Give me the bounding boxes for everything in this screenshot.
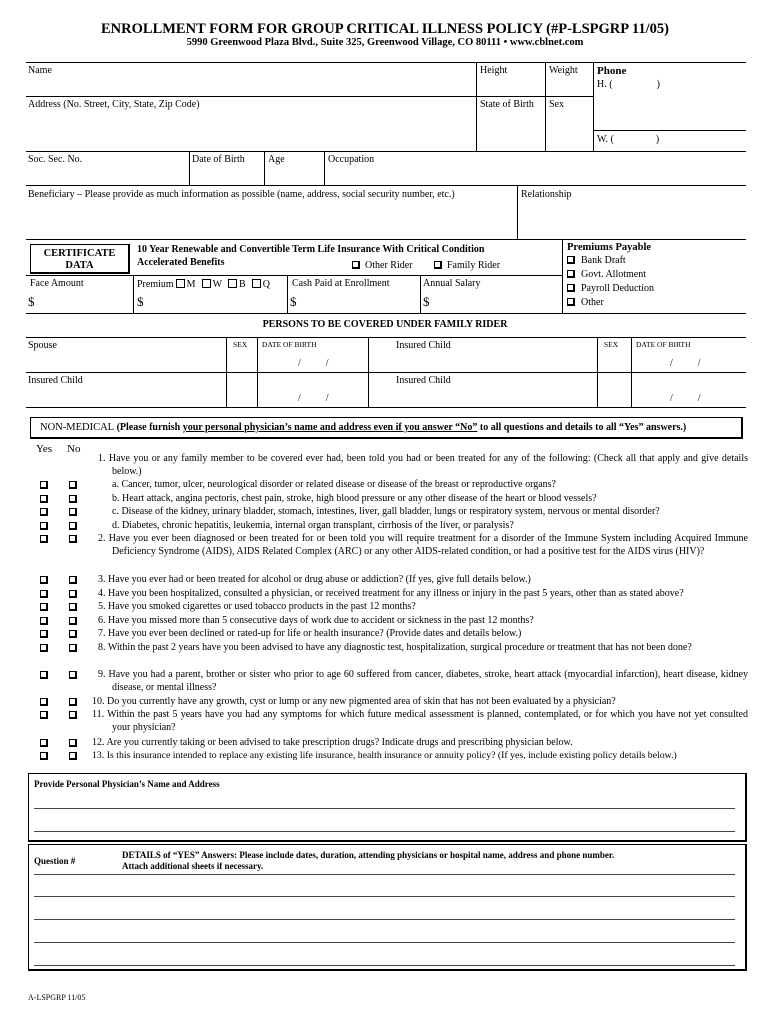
pay-option-other[interactable]: Other [567, 298, 604, 308]
question-2: 2. Have you ever been diagnosed or been treated for or been told you will require treatment for a disorder of the Immune System including Acquired Immune Deficiency Syndrome (AIDS), AIDS Related Complex (ARC) or any other AIDS-related condition, or had a positive test for the AIDS virus (HIV)? [98, 533, 748, 558]
question-3: 3. Have you ever had or been treated for alcohol or drug abuse or addiction? (If yes, give full details below.) [98, 574, 531, 585]
physician-line-1[interactable] [34, 808, 735, 809]
family-rider-checkbox[interactable]: Family Rider [434, 261, 500, 271]
plan-description-2: Accelerated Benefits [137, 257, 225, 268]
family-rider-title: PERSONS TO BE COVERED UNDER FAMILY RIDER [262, 319, 508, 330]
question-7: 7. Have you ever been declined or rated-up for life or health insurance? (Provide dates and details below.) [98, 628, 522, 639]
spouse-field[interactable]: Spouse [28, 340, 57, 351]
no-checkbox-1b[interactable] [69, 495, 77, 503]
question-9: 9. Have you had a parent, brother or sister who prior to age 60 suffered from cancer, diabetes, stroke, heart attack (myocardial infarction), heart disease, kidney disease, or mental illness? [98, 669, 748, 694]
physician-line-2[interactable] [34, 831, 735, 832]
phone-label: Phone [597, 65, 627, 77]
yes-checkbox-1d[interactable] [40, 522, 48, 530]
height-field[interactable]: Height [480, 65, 508, 76]
question-11: 11. Within the past 5 years have you had any symptoms for which future medical assessment is planned, contemplated, or for which you have not yet consulted your physician? [92, 709, 748, 734]
yes-checkbox-12[interactable] [40, 739, 48, 747]
no-checkbox-11[interactable] [69, 711, 77, 719]
yes-checkbox-11[interactable] [40, 711, 48, 719]
question-12: 12. Are you currently taking or been advised to take prescription drugs? Indicate drugs and prescribing physician below. [92, 737, 573, 748]
sex-field[interactable]: Sex [549, 99, 564, 110]
certificate-data-label: CERTIFICATE DATA [30, 244, 130, 274]
state-of-birth-field[interactable]: State of Birth [480, 99, 534, 110]
yes-checkbox-5[interactable] [40, 603, 48, 611]
yes-checkbox-4[interactable] [40, 590, 48, 598]
pay-option-payroll-deduction[interactable]: Payroll Deduction [567, 284, 654, 294]
yes-checkbox-10[interactable] [40, 698, 48, 706]
pay-option-govt-allotment[interactable]: Govt. Allotment [567, 270, 646, 280]
no-checkbox-6[interactable] [69, 617, 77, 625]
phone-work-field[interactable]: W. ( ) [597, 134, 660, 145]
details-line-4[interactable] [34, 942, 735, 943]
details-line-1[interactable] [34, 874, 735, 875]
premiums-payable-label: Premiums Payable [567, 242, 652, 253]
child-2-dob-field[interactable]: / / [298, 393, 329, 404]
question-1: 1. Have you or any family member to be covered ever had, been told you had or been treated for any of the following: (Check all that apply and give details below.) [98, 453, 748, 478]
yes-checkbox-13[interactable] [40, 752, 48, 760]
yes-checkbox-6[interactable] [40, 617, 48, 625]
face-amount-field[interactable]: $ [28, 294, 35, 309]
child-3-dob-field[interactable]: / / [670, 393, 701, 404]
details-line-5[interactable] [34, 965, 735, 966]
ssn-field[interactable]: Soc. Sec. No. [28, 154, 83, 165]
pay-option-bank-draft[interactable]: Bank Draft [567, 256, 626, 266]
form-title: ENROLLMENT FORM FOR GROUP CRITICAL ILLNESS POLICY (#P-LSPGRP 11/05) [101, 21, 669, 37]
annual-salary-label: Annual Salary [423, 278, 481, 289]
other-rider-checkbox[interactable]: Other Rider [352, 261, 413, 271]
dob-field[interactable]: Date of Birth [192, 154, 245, 165]
question-6: 6. Have you missed more than 5 consecutive days of work due to accident or sickness in the past 12 months? [98, 615, 534, 626]
occupation-field[interactable]: Occupation [328, 154, 375, 165]
yes-checkbox-1c[interactable] [40, 508, 48, 516]
no-checkbox-10[interactable] [69, 698, 77, 706]
face-amount-label: Face Amount [30, 278, 84, 289]
yes-checkbox-3[interactable] [40, 576, 48, 584]
spouse-dob-label: DATE OF BIRTH [262, 340, 317, 349]
question-5: 5. Have you smoked cigarettes or used tobacco products in the past 12 months? [98, 601, 416, 612]
company-address: 5990 Greenwood Plaza Blvd., Suite 325, Greenwood Village, CO 80111 • www.cblnet.com [186, 37, 584, 48]
question-13: 13. Is this insurance intended to replace any existing life insurance, health insurance or annuity policy? (If yes, include existing policy details below.) [92, 750, 677, 761]
details-line-3[interactable] [34, 919, 735, 920]
spouse-sex-label: SEX [233, 340, 248, 349]
question-10: 10. Do you currently have any growth, cyst or lump or any new pigmented area of skin that has not been evaluated by a physician? [92, 696, 616, 707]
age-field[interactable]: Age [268, 154, 285, 165]
no-column-label: No [67, 443, 81, 455]
details-instructions-2: Attach additional sheets if necessary. [122, 861, 264, 871]
no-checkbox-2[interactable] [69, 535, 77, 543]
no-checkbox-1a[interactable] [69, 481, 77, 489]
question-number-label: Question # [34, 856, 76, 866]
annual-salary-field[interactable]: $ [423, 294, 430, 309]
no-checkbox-4[interactable] [69, 590, 77, 598]
yes-checkbox-2[interactable] [40, 535, 48, 543]
relationship-field[interactable]: Relationship [521, 189, 572, 200]
premium-amount-field[interactable]: $ [137, 294, 144, 309]
question-1a: a. Cancer, tumor, ulcer, neurological disorder or related disease or disease of the breast or reproductive organs? [112, 479, 556, 490]
child-1-dob-label: DATE OF BIRTH [636, 340, 691, 349]
child-1-dob-field[interactable]: / / [670, 358, 701, 369]
yes-checkbox-1a[interactable] [40, 481, 48, 489]
details-instructions: DETAILS of “YES” Answers: Please include dates, duration, attending physicians or hospital name, address and phone number. [122, 850, 615, 860]
yes-checkbox-8[interactable] [40, 644, 48, 652]
beneficiary-field[interactable]: Beneficiary – Please provide as much information as possible (name, address, social security number, etc.) [28, 189, 455, 200]
no-checkbox-12[interactable] [69, 739, 77, 747]
weight-field[interactable]: Weight [549, 65, 578, 76]
question-4: 4. Have you been hospitalized, consulted a physician, or received treatment for any illness or injury in the past 5 years, other than as stated above? [98, 588, 684, 599]
question-1b: b. Heart attack, angina pectoris, chest pain, stroke, high blood pressure or any other disease of the heart or blood vessels? [112, 493, 597, 504]
no-checkbox-7[interactable] [69, 630, 77, 638]
no-checkbox-5[interactable] [69, 603, 77, 611]
no-checkbox-13[interactable] [69, 752, 77, 760]
cash-paid-label: Cash Paid at Enrollment [292, 278, 390, 289]
no-checkbox-1d[interactable] [69, 522, 77, 530]
no-checkbox-8[interactable] [69, 644, 77, 652]
no-checkbox-3[interactable] [69, 576, 77, 584]
yes-column-label: Yes [36, 443, 53, 455]
form-code: A-LSPGRP 11/05 [28, 993, 86, 1002]
cash-paid-field[interactable]: $ [290, 294, 297, 309]
name-field[interactable]: Name [28, 65, 52, 76]
plan-description: 10 Year Renewable and Convertible Term Life Insurance With Critical Condition [137, 244, 485, 255]
phone-home-field[interactable]: H. ( ) [597, 79, 660, 90]
child-1-sex-label: SEX [604, 340, 619, 349]
child-2-field[interactable]: Insured Child [28, 375, 83, 386]
question-8: 8. Within the past 2 years have you been advised to have any diagnostic test, hospitalization, surgical procedure or treatment that has not been done? [98, 642, 692, 653]
premium-mode-field[interactable]: Premium M W B Q [137, 279, 270, 290]
question-1c: c. Disease of the kidney, urinary bladder, stomach, intestines, liver, gall bladder, lungs or respiratory system, nervous or mental disorder? [112, 506, 660, 517]
details-box [28, 844, 747, 971]
question-1d: d. Diabetes, chronic hepatitis, leukemia, internal organ transplant, cirrhosis of the liver, or paralysis? [112, 520, 514, 531]
details-line-2[interactable] [34, 896, 735, 897]
non-medical-banner: NON-MEDICAL (Please furnish your personal physician’s name and address even if you answer “No” to all questions and details to all “Yes” answers.) [30, 417, 743, 439]
no-checkbox-9[interactable] [69, 671, 77, 679]
child-3-field[interactable]: Insured Child [396, 375, 451, 386]
no-checkbox-1c[interactable] [69, 508, 77, 516]
child-1-field[interactable]: Insured Child [396, 340, 451, 351]
physician-label: Provide Personal Physician’s Name and Address [34, 779, 220, 789]
yes-checkbox-7[interactable] [40, 630, 48, 638]
yes-checkbox-9[interactable] [40, 671, 48, 679]
address-field[interactable]: Address (No. Street, City, State, Zip Code) [28, 99, 200, 110]
spouse-dob-field[interactable]: / / [298, 358, 329, 369]
yes-checkbox-1b[interactable] [40, 495, 48, 503]
